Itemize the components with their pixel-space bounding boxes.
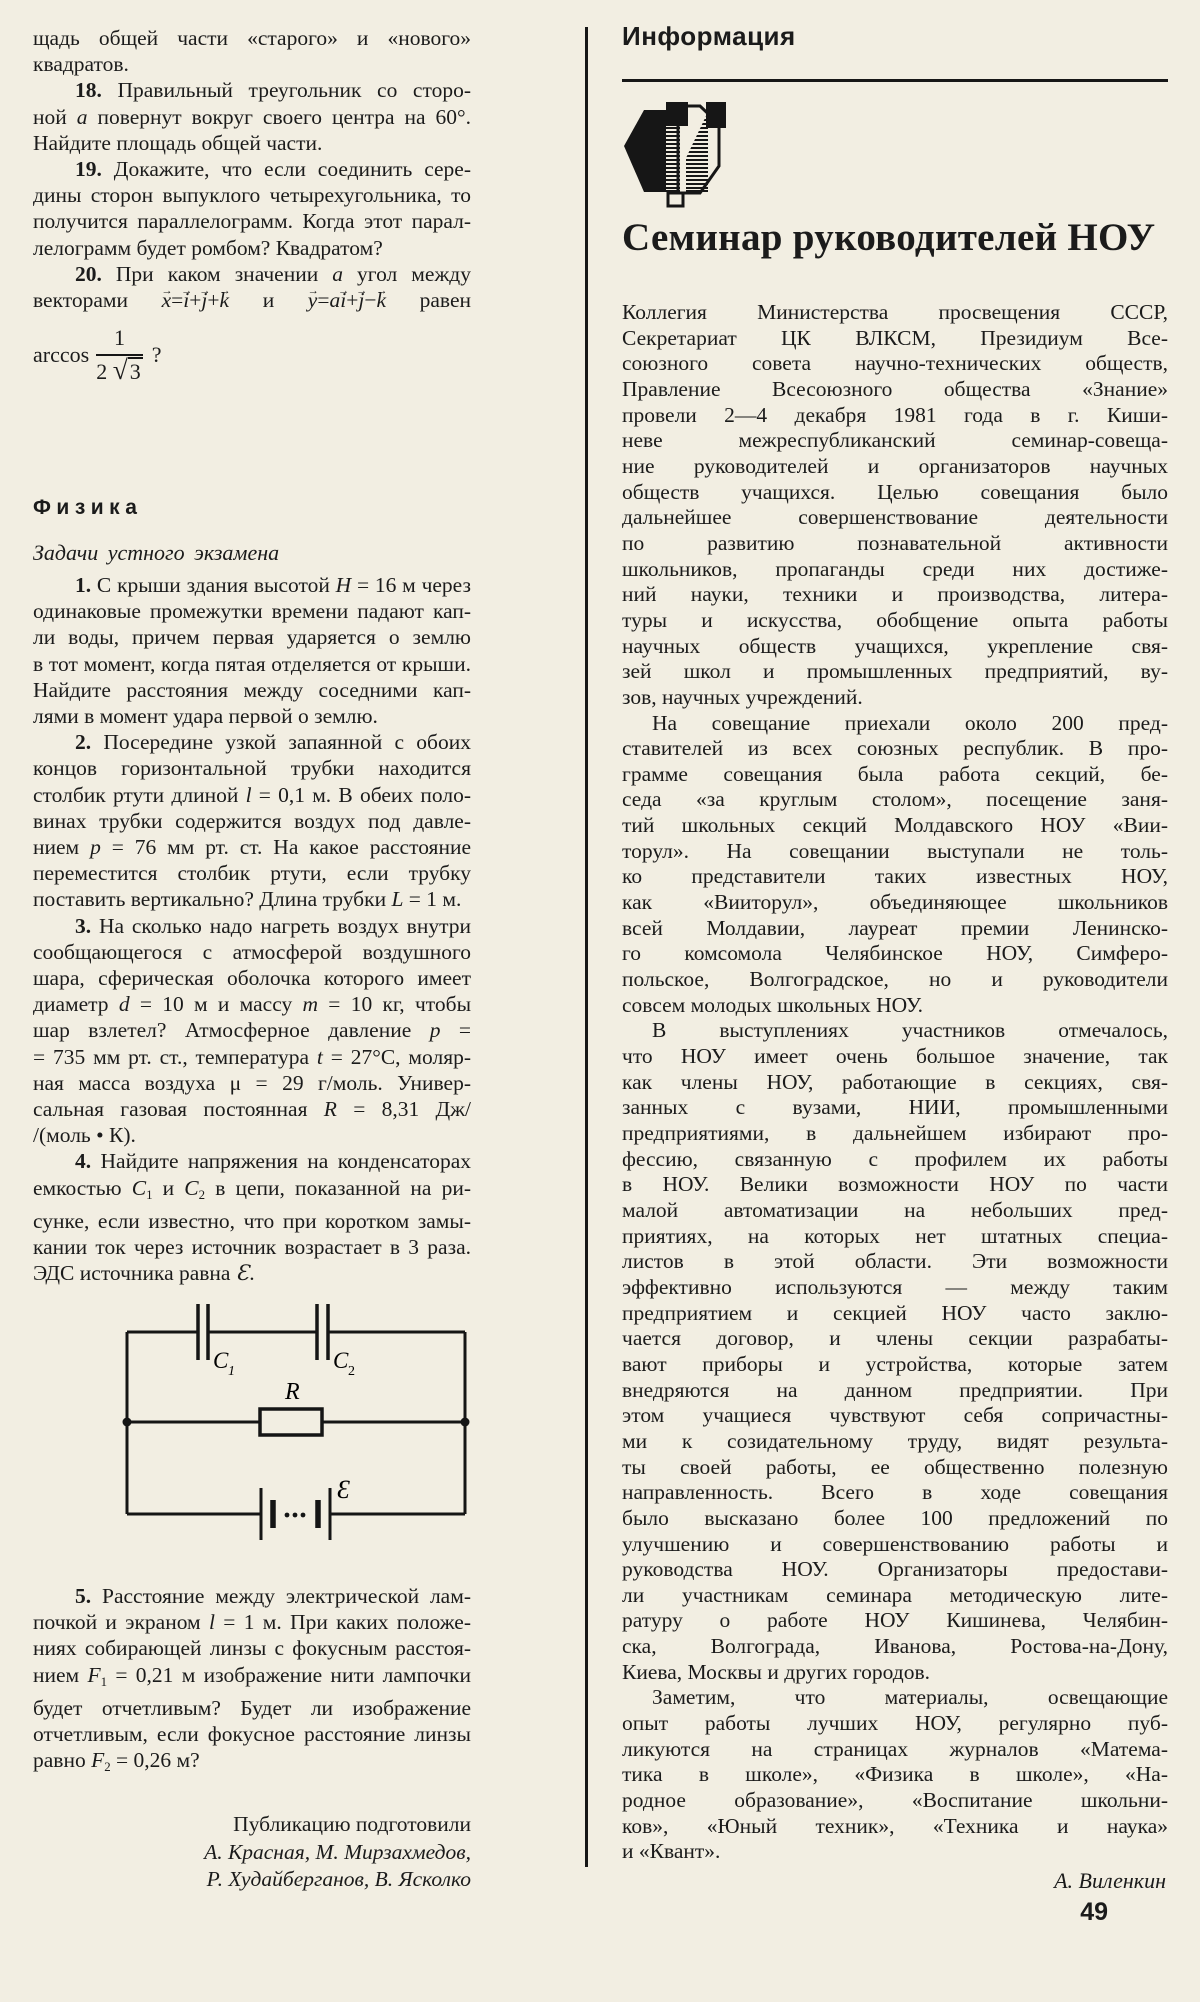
physics-section-header: Физика: [33, 496, 143, 519]
text-line: было высказано более 100 предложений по: [622, 1505, 1168, 1530]
resistor-label: R: [285, 1379, 300, 1405]
text-line: в НОУ. Велики возможности НОУ по части: [622, 1172, 1168, 1197]
article-body: [622, 300, 1168, 1894]
emf-label: Ɛ: [337, 1475, 350, 1504]
text-line: ЭДС источника равна Ɛ.: [33, 1261, 255, 1287]
text-line: предприятиями, в дальнейшем избирают про-: [622, 1121, 1168, 1145]
page-number: 49: [1080, 1898, 1108, 1926]
text-line: как члены НОУ, работающие в секциях, свя-: [622, 1069, 1168, 1094]
text-line: Найдите площадь общей части.: [33, 130, 323, 155]
text-line: 5. Расстояние между электрической лам-: [75, 1584, 471, 1608]
capacitor-2-plates: [317, 1304, 328, 1360]
text-line: На совещание приехали около 200 пред-: [652, 710, 1168, 735]
text-line: направленность. Всего в ходе совещания: [622, 1480, 1168, 1505]
text-line: неве межреспубликанский семинар-совеща-: [622, 428, 1168, 453]
text-line: ми к созидательному труду, видят результа-: [622, 1428, 1168, 1453]
text-line: улучшению и совершенствованию работы и: [622, 1531, 1168, 1556]
text-line: ставителей из всех союзных республик. В про-: [622, 736, 1168, 761]
text-line: векторами x →=i →+j →+k → и y →=ai →+j →−k → равен: [33, 287, 471, 313]
text-line: 2. Посередине узкой запаянной с обоих: [75, 730, 471, 755]
circuit-diagram: [95, 1300, 475, 1545]
text-line: польское, Волгоградское, но и руководители: [622, 967, 1168, 992]
text-line: ниях собирающей линзы с фокусным расстоя-: [33, 1636, 471, 1661]
text-line: предприятием и секцией НОУ часто заклю-: [622, 1300, 1168, 1325]
problem-1: [33, 572, 471, 729]
text-line: столбик ртути длиной l = 0,1 м. В обеих поло-: [33, 782, 471, 807]
text-line: тий школьных секций Молдавского НОУ «Вии-: [622, 813, 1168, 838]
text-line: Заметим, что материалы, освещающие: [652, 1685, 1168, 1710]
junction-dot-left: [123, 1418, 132, 1427]
text-line: ты своей работы, ее общественно полезную: [622, 1454, 1168, 1479]
text-line: диаметр d = 10 м и массу m = 10 кг, чтобы: [33, 992, 472, 1017]
paragraph-continuation: [33, 25, 471, 77]
capacitor-2-subscript: 2: [348, 1364, 355, 1379]
text-line: родное образование», «Воспитание школьни-: [622, 1788, 1168, 1813]
text-line: внедряются на данном предприятии. При: [622, 1377, 1168, 1402]
article-title: Семинар руководителей НОУ: [622, 216, 1156, 259]
credits-intro: Публикацию подготовили: [233, 1812, 471, 1836]
text-line: листов в этой области. Эти возможности: [622, 1249, 1168, 1274]
text-line: переместится столбик ртути, если трубку: [33, 861, 471, 886]
text-line: что НОУ имеет очень большое значение, так: [622, 1044, 1168, 1069]
text-line: фессию, связанную с профилем их работы: [622, 1146, 1168, 1171]
text-line: как «Вииторул», объединяющее школьников: [622, 890, 1168, 915]
text-line: ная масса воздуха μ = 29 г/моль. Универ-: [33, 1070, 471, 1095]
battery-symbol: [261, 1488, 330, 1540]
text-line: дальнейшее совершенствование деятельности: [622, 505, 1168, 530]
text-line: ликуются на страницах журналов «Матема-: [622, 1736, 1168, 1761]
text-line: почкой и экраном l = 1 м. При каких положе-: [33, 1610, 471, 1635]
text-line: нием F1 = 0,21 м изображение нити лампочки: [33, 1662, 471, 1689]
text-line: этом учащиеся чувствуют себя сопричастны-: [622, 1403, 1168, 1428]
fraction-numerator: 1: [96, 325, 143, 356]
text-line: сальная газовая постоянная R = 8,31 Дж/: [33, 1097, 471, 1122]
text-line: концов горизонтальной трубки находится: [33, 756, 471, 781]
text-line: поставить вертикально? Длина трубки L = 1 м.: [33, 887, 462, 912]
text-line: винах трубки содержится воздух под давле-: [33, 808, 471, 833]
text-line: Найдите расстояния между соседними кап-: [33, 677, 471, 702]
problem-19: [33, 156, 471, 261]
text-line: емкостью C1 и C2 в цепи, показанной на ри-: [33, 1175, 472, 1202]
capacitor-1-label: C: [213, 1348, 229, 1373]
text-line: ной a повернут вокруг своего центра на 60°.: [33, 104, 472, 129]
article-paragraph-4: [622, 1685, 1168, 1865]
text-line: всей Молдавии, лауреат премии Ленинско-: [622, 915, 1168, 940]
text-line: союзного совета научно-технических обществ,: [622, 351, 1168, 376]
junction-dot-right: [461, 1418, 470, 1427]
column-divider: [585, 27, 588, 1867]
text-line: лелограмм будет ромбом? Квадратом?: [33, 235, 383, 260]
text-line: малой автоматизации на небольших пред-: [622, 1197, 1168, 1222]
text-line: сообщающегося с атмосферой воздушного: [33, 939, 471, 964]
text-line: ние руководителей и организаторов научных: [622, 453, 1168, 478]
fraction-denominator: [96, 356, 143, 385]
text-line: 19. Докажите, что если соединить сере-: [75, 157, 471, 182]
credits-authors-line-1: А. Красная, М. Мирзахмедов,: [204, 1839, 471, 1864]
physics-problems: [33, 572, 471, 1287]
text-line: Секретариат ЦК ВЛКСМ, Президиум Все-: [622, 325, 1168, 350]
text-line: получится параллелограмм. Когда этот парал-: [33, 209, 471, 234]
text-line: В выступлениях участников отмечалось,: [652, 1018, 1168, 1043]
text-line: лями в момент удара первой о землю.: [33, 704, 378, 729]
problem-2: [33, 729, 471, 912]
problem-5-block: [33, 1583, 471, 1780]
text-line: зей школ и промышленных предприятий, ву-: [622, 659, 1168, 684]
text-line: шара, сферическая оболочка которого имеет: [33, 966, 471, 991]
text-line: Киева, Москвы и других городов.: [622, 1659, 930, 1684]
text-line: ли воды, причем первая ударяется о землю: [33, 625, 471, 650]
problem-18: [33, 77, 471, 156]
text-line: по развитию познавательной активности: [622, 530, 1168, 555]
text-line: квадратов.: [33, 52, 129, 77]
text-line: будет отчетливым? Будет ли изображение: [33, 1695, 471, 1720]
physics-section-subtitle: Задачи устного экзамена: [33, 540, 280, 565]
text-line: го комсомола Челябинское НОУ, Симферо-: [622, 941, 1168, 966]
text-line: приятиях, на которых нет штатных специа-: [622, 1223, 1168, 1248]
problem-4: [33, 1148, 471, 1287]
text-line: туры и искусства, обобщение опыта работы: [622, 607, 1168, 632]
article-signature: А. Виленкин: [1054, 1868, 1166, 1894]
article-paragraph-3: [622, 1018, 1168, 1685]
text-line: ков», «Юный техник», «Техника и наука»: [622, 1813, 1168, 1838]
text-line: в тот момент, когда пятая отделяется от крыши.: [33, 651, 471, 676]
text-line: шар взлетел? Атмосферное давление p =: [33, 1018, 471, 1043]
text-line: отчетливым, если фокусное расстояние линзы: [33, 1721, 471, 1746]
text-line: и «Квант».: [622, 1839, 721, 1864]
text-line: 4. Найдите напряжения на конденсаторах: [75, 1149, 471, 1174]
capacitor-1-plates: [198, 1304, 208, 1360]
text-line: /(моль • К).: [33, 1123, 136, 1148]
text-line: чается договор, и члены секции разрабаты-: [622, 1326, 1168, 1351]
text-line: седа «за круглым столом», посещение заня-: [622, 787, 1168, 812]
text-line: ний науки, техники и производства, литера-: [622, 582, 1168, 607]
text-line: руководства НОУ. Организаторы предостави-: [622, 1557, 1168, 1582]
text-line: Правление Всесоюзного общества «Знание»: [622, 376, 1168, 401]
formula-question-mark: ?: [151, 342, 162, 368]
text-line: одинаковые промежутки времени падают кап-: [33, 599, 471, 624]
rubric-rule: [622, 79, 1168, 82]
text-line: грамме совещания была работа секций, бе-: [622, 761, 1168, 786]
text-line: зов, научных учреждений.: [622, 684, 863, 709]
article-paragraph-1: [622, 300, 1168, 711]
left-column: [33, 25, 471, 386]
text-line: опыт работы лучших НОУ, регулярно пуб-: [622, 1711, 1168, 1736]
problem-20-formula: [33, 325, 471, 385]
credits-authors-line-2: Р. Худайберганов, В. Ясколко: [206, 1867, 471, 1891]
text-line: ко представители таких известных НОУ,: [622, 864, 1168, 889]
text-line: = 735 мм рт. ст., температура t = 27°С, моляр-: [33, 1044, 471, 1069]
text-line: совсем молодых школьных НОУ.: [622, 992, 924, 1017]
credits-block: [33, 1811, 471, 1894]
problem-20: [33, 261, 471, 313]
resistor-box: [260, 1409, 322, 1435]
circuit-figure: [95, 1300, 475, 1545]
info-rubric-logo-icon: [622, 94, 734, 210]
formula-function: arccos: [33, 342, 90, 368]
text-line: 1. С крыши здания высотой H = 16 м через: [75, 573, 471, 597]
text-line: обществ учащихся. Целью совещания было: [622, 479, 1168, 504]
denominator-coefficient: 2: [96, 359, 108, 385]
text-line: школьников, пропаганды среди них достиже-: [622, 556, 1168, 581]
rubric-header: Информация: [622, 21, 796, 51]
capacitor-1-subscript: 1: [228, 1364, 235, 1379]
text-line: 3. На сколько надо нагреть воздух внутри: [75, 913, 471, 938]
text-line: Коллегия Министерства просвещения СССР,: [622, 300, 1168, 324]
text-line: тика в школе», «Физика в школе», «На-: [622, 1762, 1168, 1787]
text-line: кании ток через источник возрастает в 3 раза.: [33, 1234, 471, 1259]
fraction: [96, 325, 143, 385]
text-line: торул». На совещании выступали не толь-: [622, 838, 1168, 863]
capacitor-2-label: C: [333, 1348, 349, 1373]
text-line: дины сторон выпуклого четырехугольника, то: [33, 183, 471, 208]
problem-5: [33, 1583, 471, 1780]
problem-3: [33, 913, 471, 1149]
text-line: вают приборы и устройства, которые затем: [622, 1351, 1168, 1376]
text-line: занных с вузами, НИИ, промышленными: [622, 1095, 1168, 1120]
text-line: щадь общей части «старого» и «нового»: [33, 26, 471, 50]
text-line: ли участникам семинара методическую лите-: [622, 1582, 1168, 1607]
text-line: равно F2 = 0,26 м?: [33, 1748, 200, 1774]
text-line: 18. Правильный треугольник со сторо-: [75, 78, 471, 103]
text-line: ратуру о работе НОУ Кишинева, Челябин-: [622, 1608, 1168, 1633]
text-line: 20. При каком значении a угол между: [75, 261, 471, 286]
text-line: сунке, если известно, что при коротком замы-: [33, 1208, 471, 1233]
radical-sign: √: [112, 354, 128, 386]
radicand: 3: [129, 359, 141, 385]
article-paragraph-2: [622, 711, 1168, 1019]
text-line: провели 2—4 декабря 1981 года в г. Киши-: [622, 402, 1168, 427]
text-line: ска, Волгограда, Иванова, Ростова-на-Дону,: [622, 1634, 1168, 1659]
text-line: научных обществ учащихся, укрепление свя-: [622, 633, 1168, 658]
text-line: нием p = 76 мм рт. ст. На какое расстояние: [33, 835, 471, 860]
text-line: эффективно используются — между таким: [622, 1274, 1168, 1299]
